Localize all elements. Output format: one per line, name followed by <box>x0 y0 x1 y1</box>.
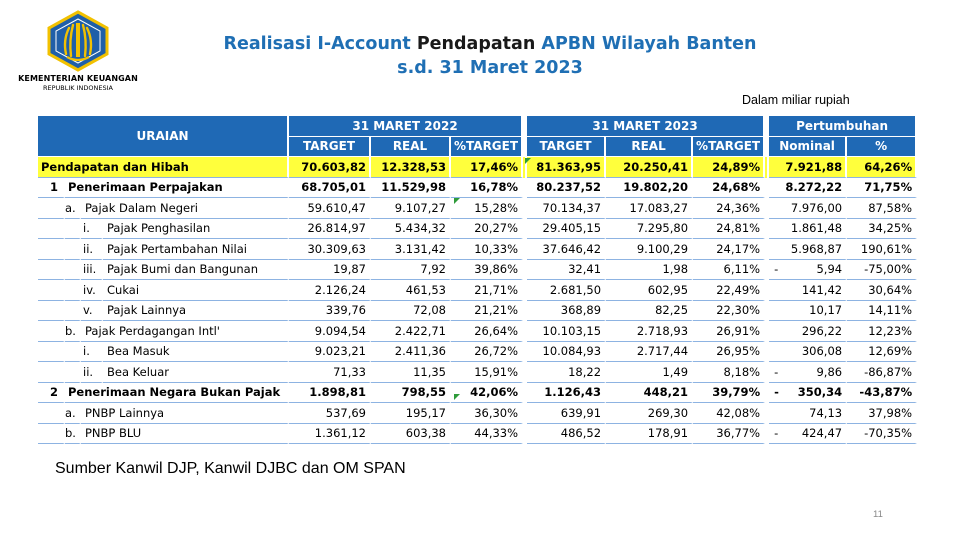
header-period-2023: 31 MARET 2023 <box>527 116 765 137</box>
row-label: Pajak Bumi dan Bangunan <box>103 260 289 281</box>
table-row <box>38 301 917 322</box>
target-2022-cell: 71,33 <box>289 362 371 383</box>
row-indent <box>38 424 65 445</box>
target-2023-cell: 70.134,37 <box>527 198 606 219</box>
title-part-3: APBN Wilayah Banten <box>541 34 757 54</box>
target-2022-cell: 19,87 <box>289 260 371 281</box>
real-2022-cell: 11,35 <box>371 362 451 383</box>
real-2023-cell: 1,49 <box>606 362 693 383</box>
row-indent <box>65 219 81 240</box>
row-indent <box>38 403 65 424</box>
row-label: Bea Masuk <box>103 342 289 363</box>
pct-target-2023-cell: 22,49% <box>693 280 765 301</box>
row-label: Pajak Lainnya <box>103 301 289 322</box>
nominal-value: 7.976,00 <box>790 200 843 215</box>
title-line-2: s.d. 31 Maret 2023 <box>397 58 583 78</box>
nominal-growth-cell <box>769 342 847 363</box>
pct-target-2022-cell: 44,33% <box>451 424 523 445</box>
row-label: Cukai <box>103 280 289 301</box>
nominal-value: 296,22 <box>801 323 843 338</box>
table-row <box>38 424 917 445</box>
pct-target-2023-cell: 22,30% <box>693 301 765 322</box>
pct-target-2023-cell: 6,11% <box>693 260 765 281</box>
negative-sign: - <box>774 364 779 379</box>
nominal-growth-cell <box>769 301 847 322</box>
row-roman: i. <box>81 219 103 240</box>
target-2022-cell: 1.361,12 <box>289 424 371 445</box>
ministry-name: KEMENTERIAN KEUANGAN <box>18 74 138 83</box>
real-2022-cell: 461,53 <box>371 280 451 301</box>
negative-sign: - <box>774 262 779 277</box>
pct-growth-cell: -70,35% <box>847 424 917 445</box>
pct-target-2022-cell: 26,72% <box>451 342 523 363</box>
table-row <box>38 239 917 260</box>
pct-growth-cell: 87,58% <box>847 198 917 219</box>
row-roman: ii. <box>81 239 103 260</box>
target-2023-cell: 81.363,95 <box>527 157 606 178</box>
pct-growth-cell: -75,00% <box>847 260 917 281</box>
target-2023-cell: 10.084,93 <box>527 342 606 363</box>
real-2023-cell: 448,21 <box>606 383 693 404</box>
ministry-emblem-icon <box>45 10 111 72</box>
nominal-value: 306,08 <box>801 344 843 359</box>
pct-target-2022-cell: 21,71% <box>451 280 523 301</box>
cell-marker-icon <box>454 394 460 400</box>
nominal-growth-cell <box>769 157 847 178</box>
nominal-value: 8.272,22 <box>785 180 843 195</box>
row-number: 1 <box>38 178 65 199</box>
target-2022-cell: 9.023,21 <box>289 342 371 363</box>
pct-target-2023-cell: 39,79% <box>693 383 765 404</box>
pct-target-2022-cell: 36,30% <box>451 403 523 424</box>
real-2022-cell: 195,17 <box>371 403 451 424</box>
nominal-growth-cell <box>769 362 847 383</box>
cell-marker-icon <box>525 158 531 164</box>
nominal-growth-cell <box>769 198 847 219</box>
table-row <box>38 362 917 383</box>
table-row <box>38 403 917 424</box>
row-indent <box>38 198 65 219</box>
header-real-2023: REAL <box>606 137 693 158</box>
negative-sign: - <box>774 385 779 400</box>
pct-target-2023-cell: 8,18% <box>693 362 765 383</box>
pct-target-2022-cell: 16,78% <box>451 178 523 199</box>
target-2022-cell: 2.126,24 <box>289 280 371 301</box>
target-2022-cell: 1.898,81 <box>289 383 371 404</box>
pct-growth-cell: 12,23% <box>847 321 917 342</box>
real-2022-cell: 798,55 <box>371 383 451 404</box>
nominal-growth-cell <box>769 403 847 424</box>
pct-growth-cell: -86,87% <box>847 362 917 383</box>
pct-growth-cell: 14,11% <box>847 301 917 322</box>
nominal-value: 141,42 <box>801 282 843 297</box>
target-2022-cell: 537,69 <box>289 403 371 424</box>
page-title <box>190 32 790 80</box>
row-label: Pajak Penghasilan <box>103 219 289 240</box>
target-2022-cell: 68.705,01 <box>289 178 371 199</box>
real-2023-cell: 7.295,80 <box>606 219 693 240</box>
real-2022-cell: 9.107,27 <box>371 198 451 219</box>
row-label: Pendapatan dan Hibah <box>38 157 289 178</box>
target-2023-cell: 18,22 <box>527 362 606 383</box>
target-2023-cell: 639,91 <box>527 403 606 424</box>
target-2023-cell: 486,52 <box>527 424 606 445</box>
header-pct-target-2022: %TARGET <box>451 137 523 158</box>
pct-target-2023-cell: 36,77% <box>693 424 765 445</box>
nominal-value: 5,94 <box>816 262 843 277</box>
target-2022-cell: 30.309,63 <box>289 239 371 260</box>
row-roman: iv. <box>81 280 103 301</box>
real-2022-cell: 12.328,53 <box>371 157 451 178</box>
row-indent <box>38 362 65 383</box>
real-2022-cell: 2.411,36 <box>371 342 451 363</box>
real-2023-cell: 9.100,29 <box>606 239 693 260</box>
nominal-growth-cell <box>769 219 847 240</box>
row-indent <box>38 321 65 342</box>
header-target-2023: TARGET <box>527 137 606 158</box>
real-2023-cell: 1,98 <box>606 260 693 281</box>
row-letter: a. <box>65 403 81 424</box>
table-body <box>38 157 917 444</box>
header-real-2022: REAL <box>371 137 451 158</box>
pct-target-2022-cell: 15,91% <box>451 362 523 383</box>
unit-note: Dalam miliar rupiah <box>742 93 850 107</box>
row-roman: iii. <box>81 260 103 281</box>
cell-marker-icon <box>454 198 460 204</box>
real-2022-cell: 3.131,42 <box>371 239 451 260</box>
real-2023-cell: 20.250,41 <box>606 157 693 178</box>
table-row <box>38 198 917 219</box>
table-row <box>38 321 917 342</box>
row-label: Penerimaan Negara Bukan Pajak <box>65 383 289 404</box>
row-indent <box>65 342 81 363</box>
nominal-growth-cell <box>769 383 847 404</box>
row-indent <box>38 239 65 260</box>
real-2022-cell: 7,92 <box>371 260 451 281</box>
pct-target-2022-cell: 42,06% <box>451 383 523 404</box>
pct-target-2022-cell: 15,28% <box>451 198 523 219</box>
row-indent <box>38 301 65 322</box>
nominal-value: 7.921,88 <box>785 159 843 174</box>
pct-growth-cell: 34,25% <box>847 219 917 240</box>
source-note: Sumber Kanwil DJP, Kanwil DJBC dan OM SPAN <box>55 460 406 477</box>
table-row <box>38 280 917 301</box>
row-label: PNBP Lainnya <box>81 403 289 424</box>
table-row <box>38 219 917 240</box>
pct-growth-cell: -43,87% <box>847 383 917 404</box>
real-2022-cell: 72,08 <box>371 301 451 322</box>
pct-target-2022-cell: 10,33% <box>451 239 523 260</box>
row-roman: ii. <box>81 362 103 383</box>
table-row <box>38 178 917 199</box>
pct-target-2023-cell: 24,36% <box>693 198 765 219</box>
row-indent <box>65 239 81 260</box>
real-2023-cell: 2.717,44 <box>606 342 693 363</box>
row-indent <box>38 219 65 240</box>
target-2023-cell: 10.103,15 <box>527 321 606 342</box>
header-pct: % <box>847 137 917 158</box>
pct-target-2022-cell: 17,46% <box>451 157 523 178</box>
target-2023-cell: 80.237,52 <box>527 178 606 199</box>
pct-target-2023-cell: 24,17% <box>693 239 765 260</box>
pct-growth-cell: 190,61% <box>847 239 917 260</box>
row-letter: b. <box>65 321 81 342</box>
pct-growth-cell: 12,69% <box>847 342 917 363</box>
real-2022-cell: 603,38 <box>371 424 451 445</box>
real-2023-cell: 82,25 <box>606 301 693 322</box>
header-nominal: Nominal <box>769 137 847 158</box>
row-label: Penerimaan Perpajakan <box>65 178 289 199</box>
row-indent <box>65 362 81 383</box>
pct-target-2022-cell: 20,27% <box>451 219 523 240</box>
page-number: 11 <box>873 509 883 520</box>
title-line-1 <box>190 32 790 56</box>
ministry-logo <box>12 10 144 92</box>
nominal-value: 1.861,48 <box>790 221 843 236</box>
nominal-value: 10,17 <box>809 303 843 318</box>
pct-growth-cell: 37,98% <box>847 403 917 424</box>
table-row <box>38 383 917 404</box>
nominal-growth-cell <box>769 260 847 281</box>
pct-growth-cell: 30,64% <box>847 280 917 301</box>
row-letter: b. <box>65 424 81 445</box>
real-2023-cell: 602,95 <box>606 280 693 301</box>
header-period-2022: 31 MARET 2022 <box>289 116 523 137</box>
target-2023-cell: 368,89 <box>527 301 606 322</box>
row-roman: v. <box>81 301 103 322</box>
nominal-growth-cell <box>769 424 847 445</box>
row-label: Pajak Perdagangan Intl' <box>81 321 289 342</box>
nominal-value: 9,86 <box>816 364 843 379</box>
title-part-1: Realisasi I-Account <box>223 34 411 54</box>
header-pct-target-2023: %TARGET <box>693 137 765 158</box>
real-2023-cell: 178,91 <box>606 424 693 445</box>
real-2022-cell: 2.422,71 <box>371 321 451 342</box>
target-2023-cell: 2.681,50 <box>527 280 606 301</box>
pct-target-2023-cell: 26,95% <box>693 342 765 363</box>
row-indent <box>65 260 81 281</box>
real-2023-cell: 19.802,20 <box>606 178 693 199</box>
row-roman: i. <box>81 342 103 363</box>
header-uraian: URAIAN <box>38 116 289 157</box>
row-indent <box>38 342 65 363</box>
country-name: REPUBLIK INDONESIA <box>43 84 113 92</box>
row-label: Bea Keluar <box>103 362 289 383</box>
row-letter: a. <box>65 198 81 219</box>
revenue-table <box>38 116 917 444</box>
real-2023-cell: 2.718,93 <box>606 321 693 342</box>
pct-growth-cell: 64,26% <box>847 157 917 178</box>
row-label: Pajak Dalam Negeri <box>81 198 289 219</box>
pct-target-2023-cell: 42,08% <box>693 403 765 424</box>
row-indent <box>65 301 81 322</box>
row-label: Pajak Pertambahan Nilai <box>103 239 289 260</box>
pct-target-2022-cell: 21,21% <box>451 301 523 322</box>
target-2023-cell: 37.646,42 <box>527 239 606 260</box>
target-2023-cell: 29.405,15 <box>527 219 606 240</box>
table-row <box>38 157 917 178</box>
nominal-value: 350,34 <box>797 385 843 400</box>
nominal-value: 74,13 <box>809 405 843 420</box>
pct-target-2023-cell: 24,89% <box>693 157 765 178</box>
real-2022-cell: 11.529,98 <box>371 178 451 199</box>
row-number: 2 <box>38 383 65 404</box>
target-2022-cell: 59.610,47 <box>289 198 371 219</box>
target-2023-cell: 32,41 <box>527 260 606 281</box>
pct-target-2022-cell: 26,64% <box>451 321 523 342</box>
nominal-growth-cell <box>769 178 847 199</box>
pct-target-2023-cell: 24,68% <box>693 178 765 199</box>
pct-growth-cell: 71,75% <box>847 178 917 199</box>
nominal-value: 5.968,87 <box>790 241 843 256</box>
target-2022-cell: 26.814,97 <box>289 219 371 240</box>
negative-sign: - <box>774 426 779 441</box>
row-indent <box>38 260 65 281</box>
table-row <box>38 260 917 281</box>
row-indent <box>65 280 81 301</box>
pct-target-2022-cell: 39,86% <box>451 260 523 281</box>
nominal-value: 424,47 <box>801 426 843 441</box>
target-2023-cell: 1.126,43 <box>527 383 606 404</box>
row-label: PNBP BLU <box>81 424 289 445</box>
target-2022-cell: 9.094,54 <box>289 321 371 342</box>
real-2022-cell: 5.434,32 <box>371 219 451 240</box>
target-2022-cell: 70.603,82 <box>289 157 371 178</box>
header-growth: Pertumbuhan <box>769 116 917 137</box>
target-2022-cell: 339,76 <box>289 301 371 322</box>
table-row <box>38 342 917 363</box>
nominal-growth-cell <box>769 239 847 260</box>
nominal-growth-cell <box>769 321 847 342</box>
pct-target-2023-cell: 26,91% <box>693 321 765 342</box>
nominal-growth-cell <box>769 280 847 301</box>
row-indent <box>38 280 65 301</box>
real-2023-cell: 17.083,27 <box>606 198 693 219</box>
title-part-2: Pendapatan <box>416 34 536 54</box>
pct-target-2023-cell: 24,81% <box>693 219 765 240</box>
real-2023-cell: 269,30 <box>606 403 693 424</box>
header-target-2022: TARGET <box>289 137 371 158</box>
